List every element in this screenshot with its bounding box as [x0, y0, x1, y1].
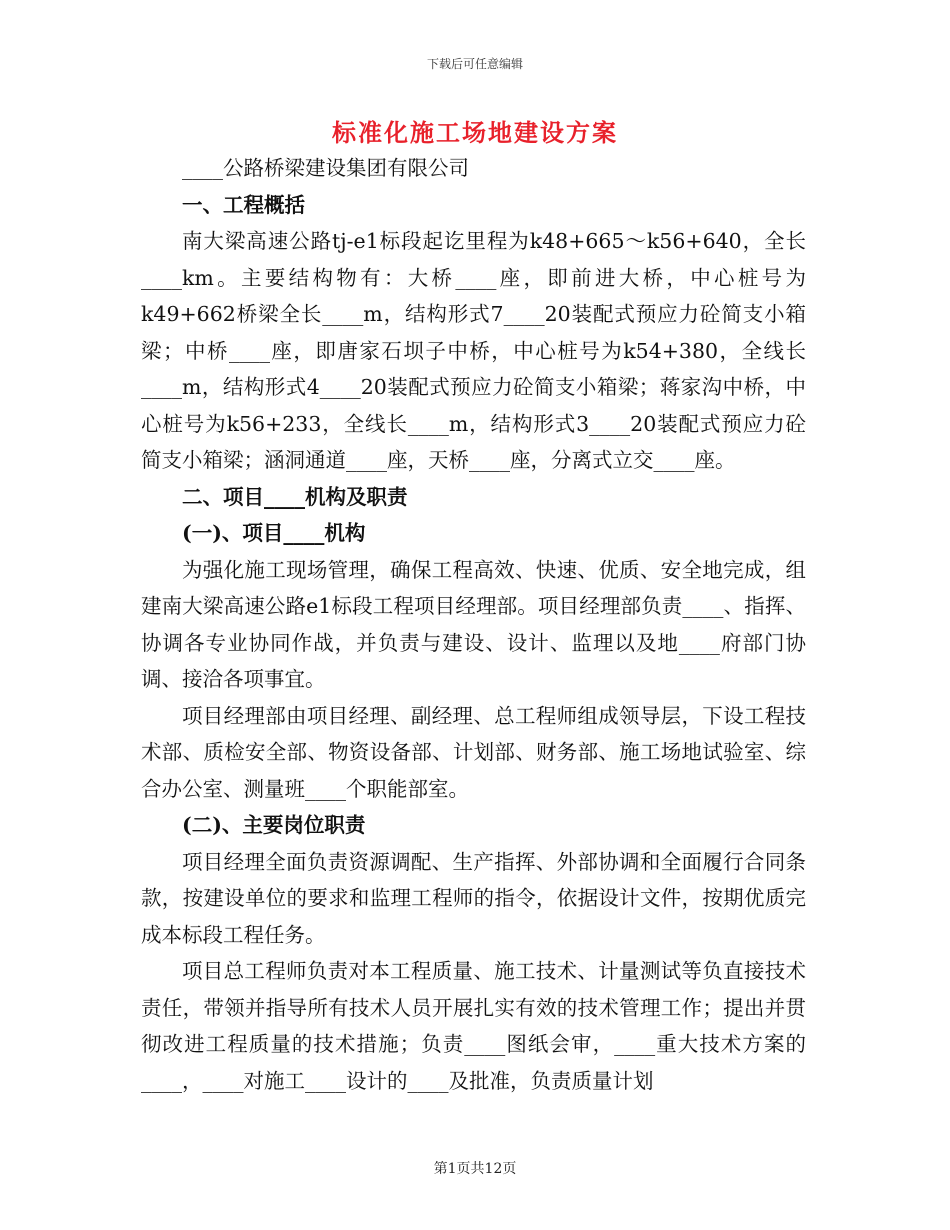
organization-paragraph-2: 项目经理部由项目经理、副经理、总工程师组成领导层，下设工程技术部、质检安全部、物资设备部、计划部、财务部、施工场地试验室、综合办公室、测量班____个职能部室。	[141, 703, 806, 801]
document-title: 标准化施工场地建设方案	[332, 118, 618, 147]
organization-paragraph-1: 为强化施工现场管理，确保工程高效、快速、优质、安全地完成，组建南大梁高速公路e1标段工程项目经理部。项目经理部负责____、指挥、协调各专业协同作战，并负责与建设、设计、监理以及地____府部门协调、接洽各项事宜。	[141, 557, 806, 691]
company-line: ____公路桥梁建设集团有限公司	[182, 156, 469, 180]
duties-paragraph-1: 项目经理全面负责资源调配、生产指挥、外部协调和全面履行合同条款，按建设单位的要求和监理工程师的指令，依据设计文件，按期优质完成本标段工程任务。	[141, 849, 806, 947]
section-heading-organization: 二、项目____机构及职责	[182, 484, 408, 509]
overview-paragraph: 南大梁高速公路tj-e1标段起讫里程为k48+665～k56+640，全长____km。主要结构物有：大桥____座，即前进大桥，中心桩号为k49+662桥梁全长____m，结构形式7____20装配式预应力砼简支小箱梁；中桥____座，即唐家石坝子中桥，中心桩号为k54+380，全线长____m，结构形式4____20装配式预应力砼简支小箱梁；蒋家沟中桥，中心桩号为k56+233，全线长____m，结构形式3____20装配式预应力砼简支小箱梁；涵洞通道____座，天桥____座，分离式立交____座。	[141, 229, 806, 472]
section-heading-overview: 一、工程概括	[182, 192, 305, 217]
subsection-heading-organization: (一)、项目____机构	[182, 521, 366, 545]
subsection-heading-duties: (二)、主要岗位职责	[182, 813, 366, 837]
document-body	[141, 150, 806, 1099]
duties-paragraph-2: 项目总工程师负责对本工程质量、施工技术、计量测试等负直接技术责任，带领并指导所有技术人员开展扎实有效的技术管理工作；提出并贯彻改进工程质量的技术措施；负责____图纸会审，____重大技术方案的____，____对施工____设计的____及批准，负责质量计划	[141, 959, 806, 1093]
page-header-note: 下载后可任意编辑	[426, 57, 523, 71]
page-number: 第1页共12页	[433, 1161, 517, 1177]
